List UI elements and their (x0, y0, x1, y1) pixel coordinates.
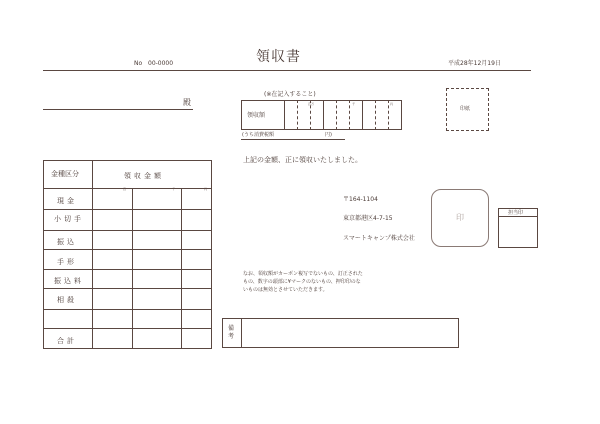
header-rule (43, 70, 531, 71)
digit-divider (349, 100, 350, 130)
row-label-check: 小切手 (54, 215, 84, 223)
tax-unit: 円) (325, 132, 332, 138)
digit-mark-thousand: 千 (172, 187, 176, 191)
table-row-rule (43, 328, 212, 329)
handler-stamp-box (498, 208, 538, 248)
table-row-rule (43, 288, 212, 289)
note-line-1: なお、領収額がカーボン複写でないもの、訂正された (243, 271, 363, 277)
digit-divider (375, 100, 376, 130)
row-label-bill: 手形 (57, 258, 77, 266)
company-seal-box (431, 189, 489, 247)
amount-box (241, 100, 402, 130)
digit-divider (310, 100, 311, 130)
issuer-company: スマートキャンプ株式会社 (343, 235, 415, 242)
table-row-rule (43, 209, 212, 210)
table-row-rule (43, 249, 212, 250)
table-row-rule (43, 188, 212, 189)
remarks-divider (241, 318, 242, 348)
table-row-rule (43, 269, 212, 270)
digit-mark-yen: 円 (390, 102, 394, 106)
receipt-number: 00-0000 (148, 60, 174, 67)
note-line-2: もの、数字の頭部に¥マークのないもの、押印印のな (243, 279, 361, 285)
row-label-offset: 相殺 (57, 296, 77, 304)
issue-date: 平成28年12月19日 (448, 60, 501, 67)
handler-stamp-rule (498, 216, 538, 217)
issuer-address: 東京都港区4-7-15 (343, 215, 393, 222)
digit-divider (297, 100, 298, 130)
amount-divider (284, 100, 285, 130)
table-row-rule (43, 309, 212, 310)
page-title: 領収書 (256, 49, 301, 65)
recipient-suffix: 殿 (183, 98, 191, 107)
amount-note: (※在記入すること) (264, 91, 316, 98)
issuer-postal: 〒164-1104 (343, 196, 378, 203)
row-label-cash: 現金 (57, 197, 77, 205)
digit-mark-million: 百万 (308, 102, 315, 106)
recipient-line (43, 109, 193, 110)
revenue-stamp-box (446, 88, 489, 131)
tax-label: (うち消費税額 (242, 132, 274, 138)
table-row-rule (43, 230, 212, 231)
company-seal-char: 印 (456, 213, 464, 222)
remarks-box (222, 318, 459, 348)
header-amount-label: 領収金額 (124, 172, 164, 180)
receipt-number-prefix: No (134, 60, 143, 67)
note-line-3: いものは無効とさせていただきます。 (243, 287, 328, 293)
digit-mark-hundred: 百 (123, 187, 127, 191)
digit-mark-yen: 円 (204, 187, 208, 191)
digit-divider (388, 100, 389, 130)
digit-divider (323, 100, 324, 130)
header-type-label: 金種区分 (51, 170, 79, 178)
digit-divider (336, 100, 337, 130)
amount-label: 領収額 (247, 112, 266, 119)
digit-mark-thousand: 千 (352, 102, 356, 106)
receipt-statement: 上記の金額、正に領収いたしました。 (243, 156, 362, 164)
handler-stamp-label: 担当印 (508, 210, 524, 216)
remarks-label: 備考 (228, 325, 235, 340)
digit-divider (362, 100, 363, 130)
row-label-transfer: 振込 (57, 238, 77, 246)
revenue-stamp-label: 印紙 (460, 106, 471, 112)
tax-line (241, 139, 345, 140)
row-label-total: 合計 (57, 337, 77, 345)
row-label-transfer-fee: 振込料 (54, 277, 84, 285)
